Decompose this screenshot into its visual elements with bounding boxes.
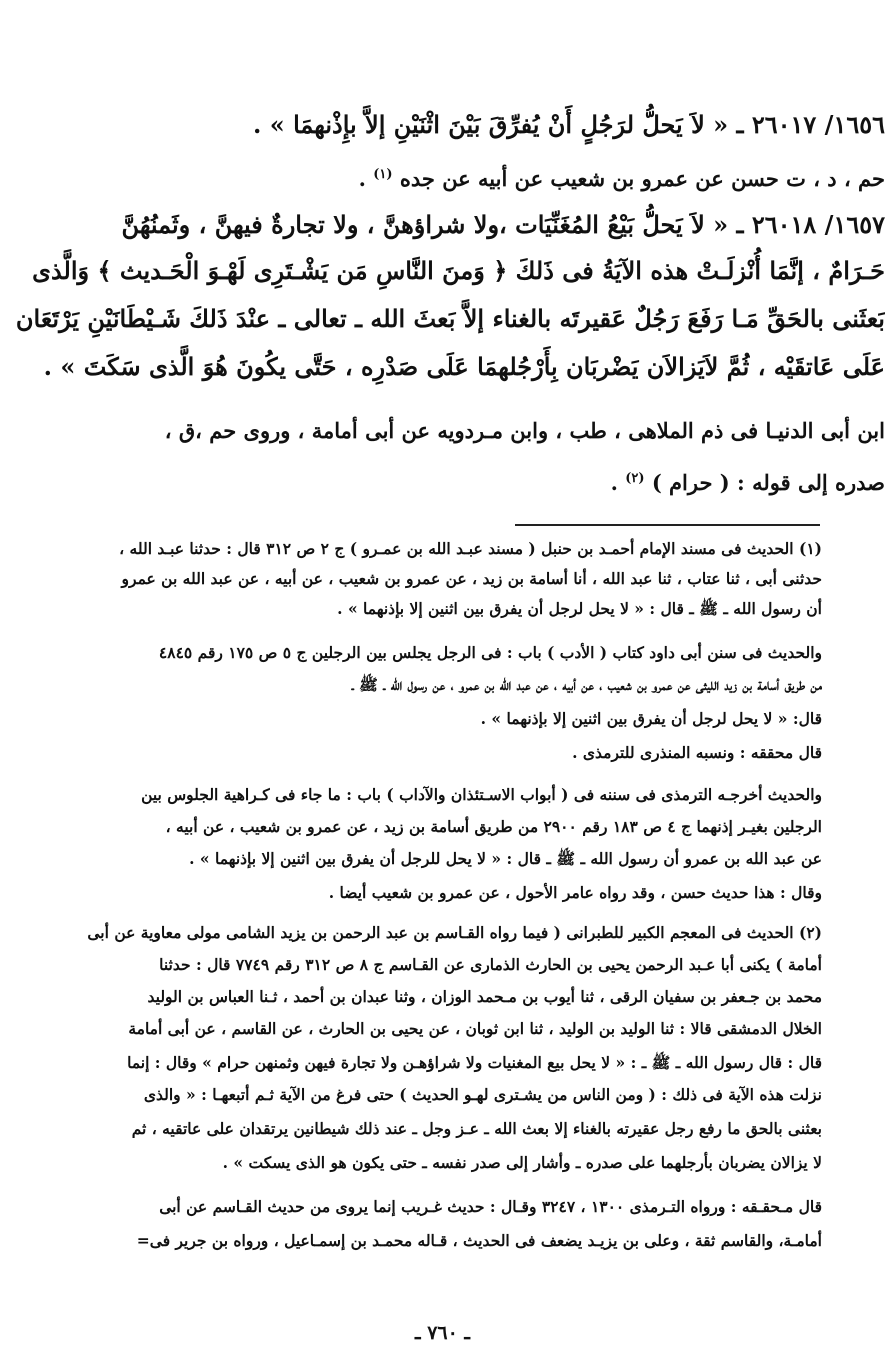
footnote-1-line: وقال : هذا حديث حسن ، وقد رواه عامر الأحول ، عن عمرو بن شعيب أيضا . [328, 883, 822, 902]
footnote-2-line: قال : قال رسول الله ـ ﷺ ـ : « لا يحل بيع المغنيات ولا شراؤهـن ولا تجارة فيهن وثمنهن حرام » وقال : إنما [127, 1053, 822, 1072]
footnote-1-line: والحديث فى سنن أبى داود كتاب ( الأدب ) باب : فى الرجل يجلس بين الرجلين ج ٥ ص ١٧٥ رقم ٤٨٤٥ [158, 643, 822, 662]
footnote-marker-1: (١) [373, 167, 393, 182]
footnote-1-line: عن عبد الله بن عمرو أن رسول الله ـ ﷺ ـ قال : « لا يحل للرجل أن يفرق بين اثنين إلا بإذنهما » . [189, 849, 822, 868]
footnote-2-line: أمامة ) يكنى أبا عـبد الرحمن يحيى بن الحارث الذمارى عن القـاسم ج ٨ ص ٣١٢ رقم ٧٧٤٩ قال : حدثنا [159, 955, 822, 974]
footnote-1-line: (١) الحديث فى مسند الإمام أحمـد بن حنبل ( مسند عبـد الله بن عمـرو ) ج ٢ ص ٣١٢ قال : حدثنا عبـد الله ، [119, 539, 822, 558]
hadith-1657-source-end: . [610, 470, 618, 495]
hadith-1657-source-text: صدره إلى قوله : ( حرام ) [651, 470, 885, 495]
footnote-2-line: لا يزالان يضربان بأرجلهما على صدره ـ وأشار إلى صدر نفسه ـ حتى يكون هو الذى يسكت » . [222, 1153, 822, 1172]
hadith-1657-line-1: ١٦٥٧/ ٢٦٠١٨ ـ « لاَ يَحلُّ بَيْعُ المُغَنِّيَات ،ولا شراؤهنَّ ، ولا تجارةٌ فيهنَّ ، وثَمنُهُنَّ [121, 210, 885, 239]
hadith-1657-line-3: بَعثَنى بالحَقِّ مَـا رَفَعَ رَجُلٌ عَقيرتَه بالغناء إلاَّ بَعثَ الله ـ تعالى ـ عنْدَ ذَلكَ شَـيْطَانَيْنِ يَرْتَعَان [15, 304, 885, 333]
hadith-1657-source-line-2 [125, 462, 885, 502]
hadith-1657-line-2: حَـرَامٌ ، إنَّمَا أُنْزلَـتْ هذه الآيَةُ فى ذَلكَ ﴿ وَمنَ النَّاسِ مَن يَشْـتَرِى لَهْـوَ الْحَـديث ﴾ وَالَّذى [32, 256, 885, 285]
footnote-1-line: الرجلين بغيـر إذنهما ج ٤ ص ١٨٣ رقم ٢٩٠٠ من طريق أسامة بن زيد ، عن عمرو بن شعيب ، عن أبيه ، [165, 817, 822, 836]
footnote-2-line: محمد بن جـعفر بن سفيان الرقى ، ثنا أيوب بن مـحمد الوزان ، وثنا عبدان بن أحمد ، ثـنا العباس بن الوليد [147, 987, 822, 1006]
footnote-1-line: قال محققه : ونسبه المنذرى للترمذى . [572, 743, 822, 762]
hadith-1657-source-line-1: ابن أبى الدنيـا فى ذم الملاهى ، طب ، وابن مـردويه عن أبى أمامة ، وروى حم ،ق ، [164, 418, 885, 443]
hadith-1657-line-4: عَلَى عَاتقَيْه ، ثُمَّ لاَيَزالاَن يَضْربَان بِأَرْجُلهمَا عَلَى صَدْرِه ، حَتَّى يكُونَ هُوَ الَّذى سَكَتَ » . [43, 352, 885, 381]
footnote-2-line: قال مـحقـقه : ورواه التـرمذى ١٣٠٠ ، ٣٢٤٧ وقـال : حديث غـريب إنما يروى من حديث القـاسم عن أبى [159, 1197, 822, 1216]
hadith-1656-source-text: حم ، د ، ت حسن عن عمرو بن شعيب عن أبيه عن جده [399, 166, 885, 191]
footnote-marker-2: (٢) [625, 471, 645, 486]
footnote-1-line: من طريق أسامة بن زيد الليثى عن عمرو بن شعيب ، عن أبيه ، عن عبد الله بن عمرو ، عن رسول الله ـ ﷺ ـ [351, 675, 822, 694]
page-number: ـ ٧٦٠ ـ [415, 1322, 470, 1344]
hadith-1656-text: ١٦٥٦/ ٢٦٠١٧ ـ « لاَ يَحلُّ لرَجُلٍ أَنْ يُفرِّقَ بَيْنَ اثْنَيْنِ إلاَّ بإِذْنهمَا » . [253, 110, 885, 139]
footnote-2-line: الخلال الدمشقى قالا : ثنا الوليد بن الوليد ، ثنا ابن ثوبان ، عن يحيى بن الحارث ، عن القاسم ، عن أبى أمامة [128, 1019, 822, 1038]
footnote-2-line: بعثنى بالحق ما رفع رجل عقيرته بالغناء إلا بعث الله ـ عـز وجل ـ عند ذلك شيطانين يرتقدان على عاتقيه ، ثم [131, 1119, 822, 1138]
footnote-2-line: نزلت هذه الآية فى ذلك : ( ومن الناس من يشـترى لهـو الحديث ) حتى فرغ من الآية ثـم أتبعهـا : « والذى [143, 1085, 822, 1104]
footnote-1-line: أن رسول الله ـ ﷺ ـ قال : « لا يحل لرجل أن يفرق بين اثنين إلا بإذنهما » . [337, 599, 822, 618]
footnote-separator [515, 524, 820, 526]
hadith-1656-source [125, 158, 885, 198]
footnote-1-line: قال: « لا يحل لرجل أن يفرق بين اثنين إلا بإذنهما » . [480, 709, 822, 728]
footnote-2-line: (٢) الحديث فى المعجم الكبير للطبرانى ( فيما رواه القـاسم بن عبد الرحمن بن يزيد الشامى مولى معاوية عن أبى [87, 923, 822, 942]
footnote-1-line: والحديث أخرجـه الترمذى فى سننه فى ( أبواب الاسـتئذان والآداب ) باب : ما جاء فى كـراهية الجلوس بين [141, 785, 822, 804]
hadith-1656-source-end: . [358, 166, 366, 191]
footnote-2-line: أمامـة، والقاسم ثقة ، وعلى بن يزيـد يضعف فى الحديث ، قـاله محمـد بن إسمـاعيل ، ورواه بن جرير فى= [136, 1231, 822, 1250]
footnote-1-line: حدثنى أبى ، ثنا عتاب ، ثنا عبد الله ، أنا أسامة بن زيد ، عن عمرو بن شعيب ، عن أبيه ، عن عبد الله بن عمرو [121, 569, 822, 588]
